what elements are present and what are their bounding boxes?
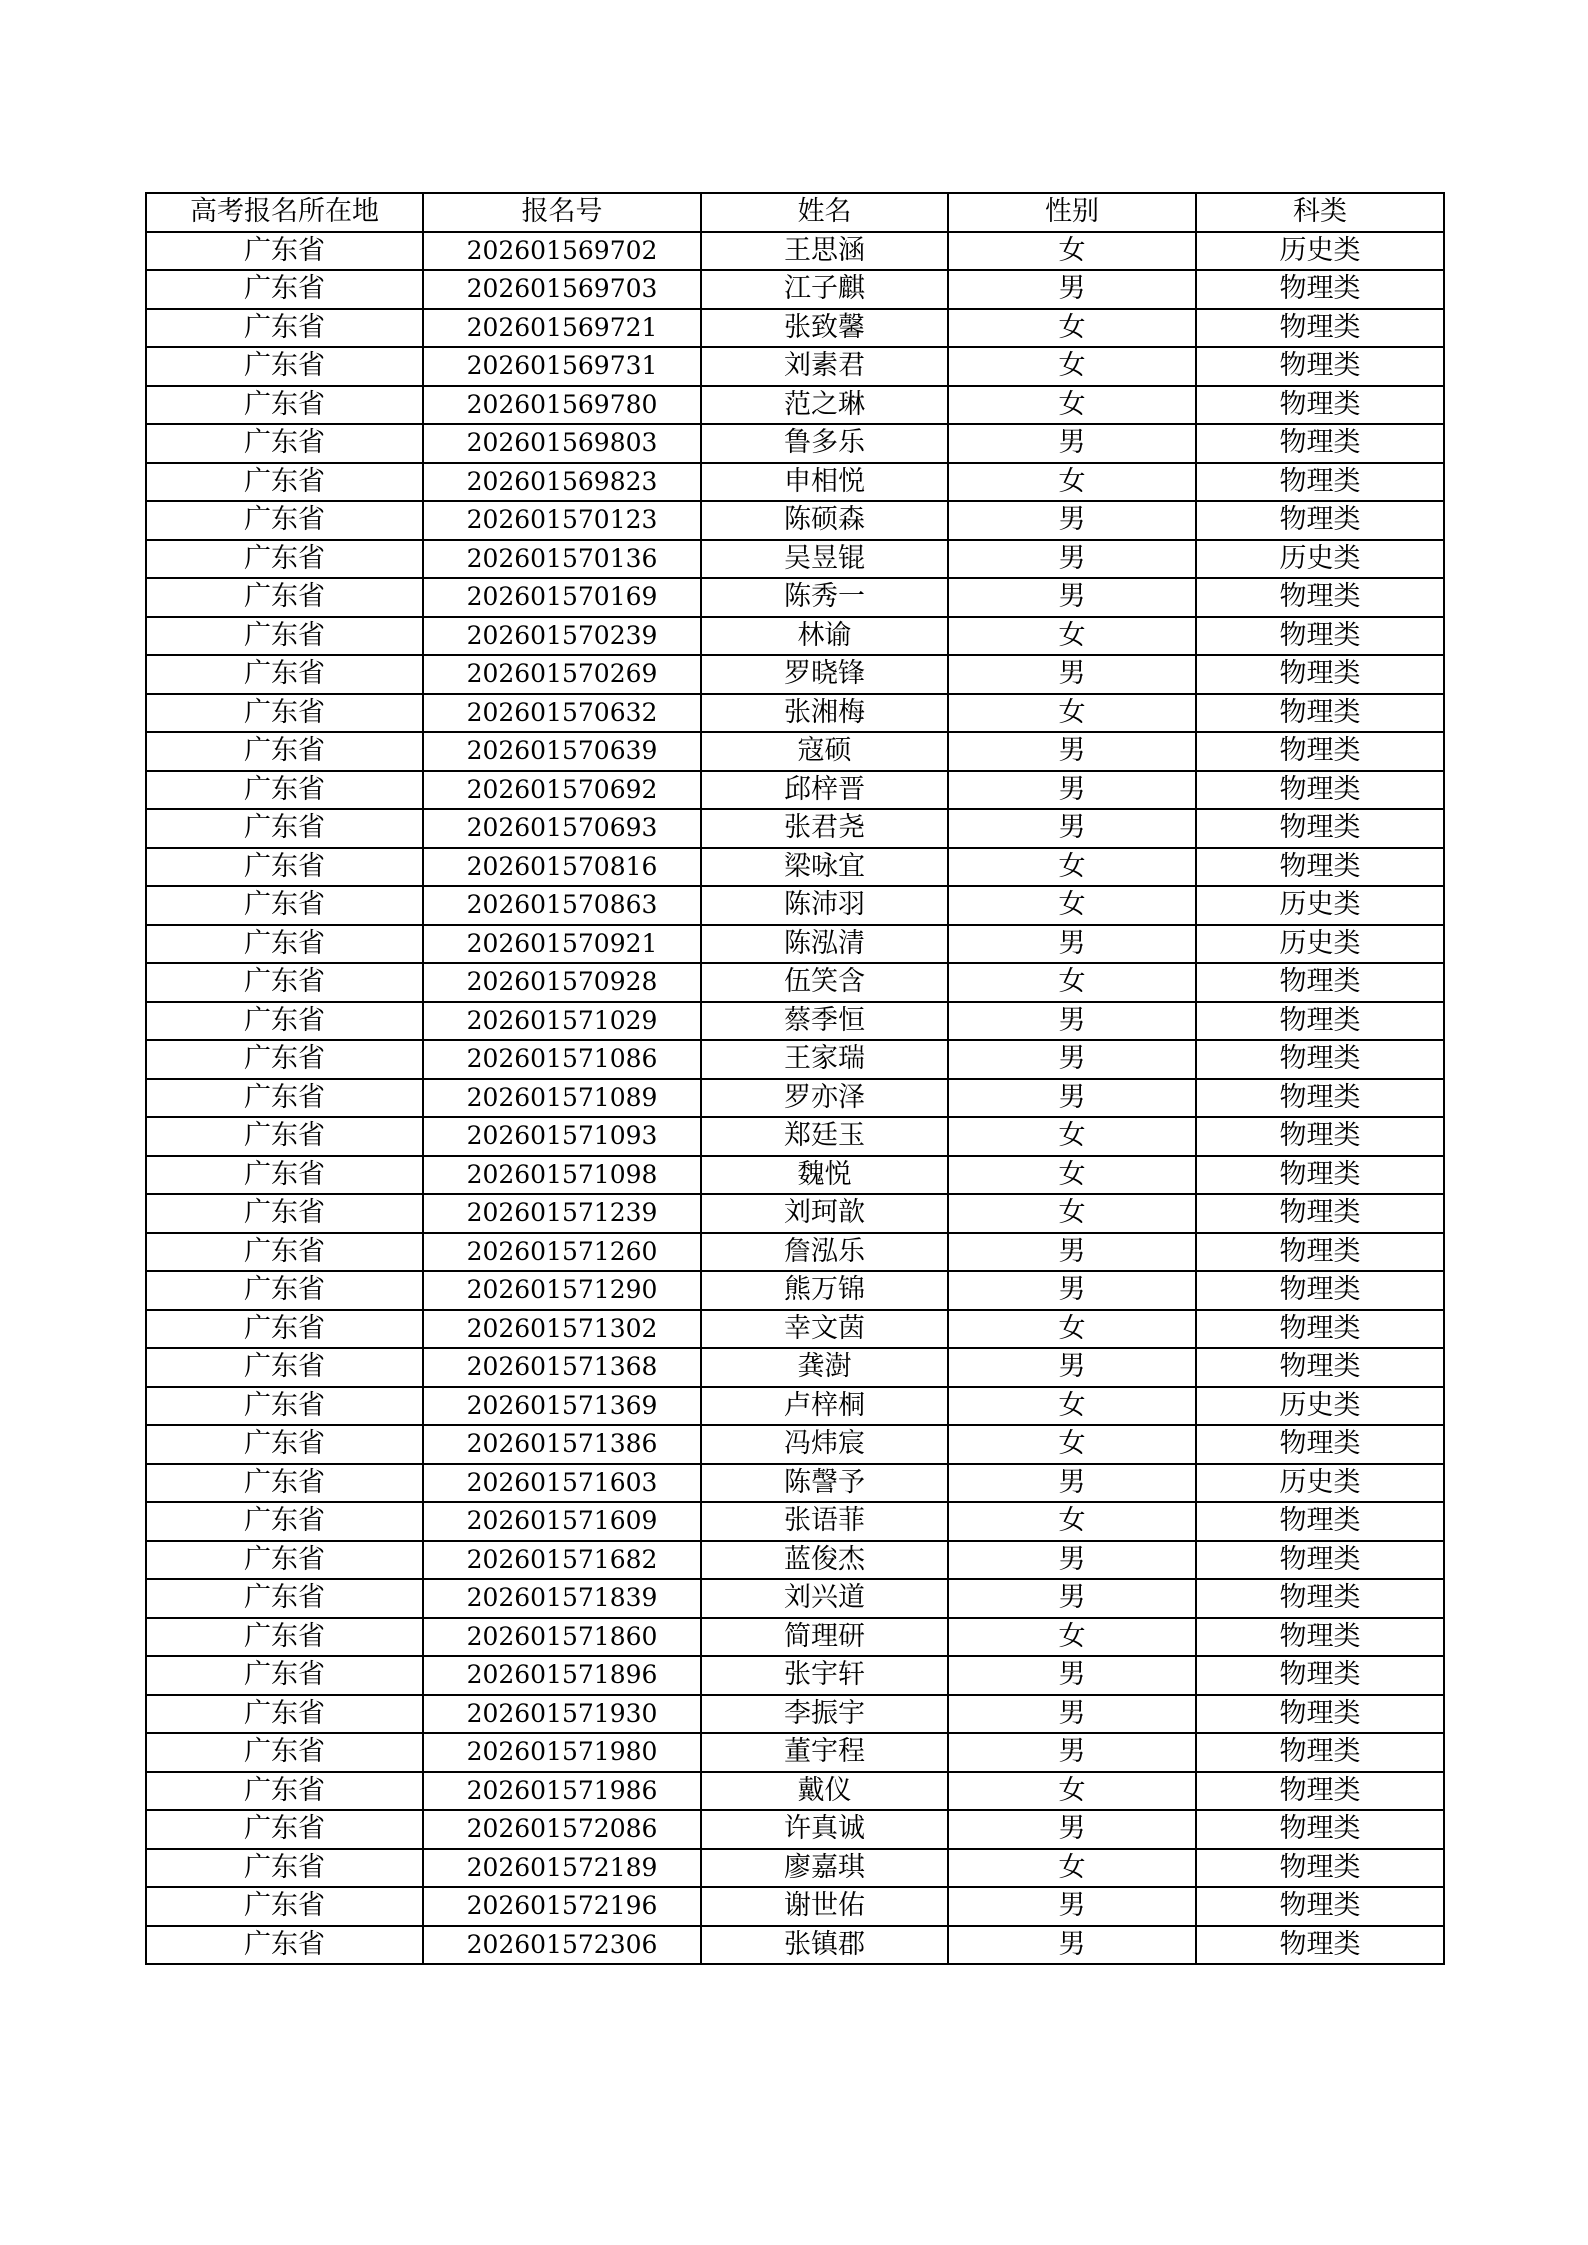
cell-registration-number: 202601571239 [423,1194,701,1233]
cell-location: 广东省 [146,1233,423,1272]
cell-gender: 男 [948,1002,1196,1041]
cell-gender: 女 [948,386,1196,425]
cell-registration-number: 202601571682 [423,1541,701,1580]
cell-gender: 男 [948,1733,1196,1772]
cell-name: 陈秀一 [701,578,948,617]
cell-gender: 男 [948,270,1196,309]
table-row [146,347,1444,386]
cell-registration-number: 202601571369 [423,1387,701,1426]
cell-subject-category: 历史类 [1196,540,1444,579]
cell-registration-number: 202601571896 [423,1656,701,1695]
cell-gender: 男 [948,1887,1196,1926]
cell-gender: 男 [948,1271,1196,1310]
cell-location: 广东省 [146,1079,423,1118]
header-gender: 性别 [948,193,1196,232]
cell-name: 王家瑞 [701,1040,948,1079]
cell-location: 广东省 [146,886,423,925]
cell-name: 陈泓清 [701,925,948,964]
cell-subject-category: 物理类 [1196,424,1444,463]
cell-name: 简理研 [701,1618,948,1657]
table-row [146,1772,1444,1811]
cell-name: 江子麒 [701,270,948,309]
cell-subject-category: 物理类 [1196,848,1444,887]
cell-location: 广东省 [146,1656,423,1695]
cell-registration-number: 202601571860 [423,1618,701,1657]
cell-gender: 男 [948,1040,1196,1079]
cell-name: 张宇轩 [701,1656,948,1695]
cell-location: 广东省 [146,1464,423,1503]
cell-gender: 女 [948,1502,1196,1541]
table-row [146,1310,1444,1349]
cell-gender: 男 [948,809,1196,848]
cell-location: 广东省 [146,309,423,348]
cell-registration-number: 202601569780 [423,386,701,425]
cell-gender: 女 [948,1618,1196,1657]
cell-gender: 女 [948,1194,1196,1233]
cell-registration-number: 202601570921 [423,925,701,964]
cell-name: 申相悦 [701,463,948,502]
cell-gender: 男 [948,424,1196,463]
cell-registration-number: 202601570136 [423,540,701,579]
cell-gender: 女 [948,1117,1196,1156]
cell-location: 广东省 [146,655,423,694]
table-row [146,1387,1444,1426]
table-row [146,1079,1444,1118]
cell-subject-category: 历史类 [1196,232,1444,271]
cell-name: 陈謦予 [701,1464,948,1503]
cell-registration-number: 202601569702 [423,232,701,271]
table-row [146,886,1444,925]
table-row [146,270,1444,309]
cell-name: 梁咏宜 [701,848,948,887]
cell-subject-category: 物理类 [1196,1656,1444,1695]
cell-registration-number: 202601570693 [423,809,701,848]
cell-gender: 女 [948,886,1196,925]
cell-registration-number: 202601570692 [423,771,701,810]
cell-subject-category: 物理类 [1196,1772,1444,1811]
cell-name: 罗亦泽 [701,1079,948,1118]
cell-registration-number: 202601571302 [423,1310,701,1349]
cell-subject-category: 物理类 [1196,1579,1444,1618]
cell-registration-number: 202601571603 [423,1464,701,1503]
cell-location: 广东省 [146,809,423,848]
cell-gender: 男 [948,540,1196,579]
cell-registration-number: 202601570239 [423,617,701,656]
cell-gender: 女 [948,463,1196,502]
cell-name: 刘素君 [701,347,948,386]
cell-location: 广东省 [146,963,423,1002]
cell-registration-number: 202601572196 [423,1887,701,1926]
cell-name: 谢世佑 [701,1887,948,1926]
cell-name: 魏悦 [701,1156,948,1195]
cell-registration-number: 202601571093 [423,1117,701,1156]
cell-name: 董宇程 [701,1733,948,1772]
cell-location: 广东省 [146,1002,423,1041]
table-body [146,232,1444,1965]
cell-subject-category: 物理类 [1196,1002,1444,1041]
table-row [146,655,1444,694]
cell-registration-number: 202601571930 [423,1695,701,1734]
cell-gender: 女 [948,1849,1196,1888]
cell-registration-number: 202601570863 [423,886,701,925]
table-row [146,1464,1444,1503]
cell-gender: 男 [948,1656,1196,1695]
cell-location: 广东省 [146,1425,423,1464]
table-row [146,1849,1444,1888]
cell-gender: 男 [948,1464,1196,1503]
cell-subject-category: 物理类 [1196,617,1444,656]
cell-gender: 女 [948,1387,1196,1426]
cell-registration-number: 202601569703 [423,270,701,309]
cell-registration-number: 202601571386 [423,1425,701,1464]
cell-subject-category: 物理类 [1196,578,1444,617]
cell-location: 广东省 [146,463,423,502]
cell-registration-number: 202601571290 [423,1271,701,1310]
header-location: 高考报名所在地 [146,193,423,232]
cell-registration-number: 202601571086 [423,1040,701,1079]
cell-subject-category: 物理类 [1196,1849,1444,1888]
cell-registration-number: 202601570639 [423,732,701,771]
cell-registration-number: 202601572189 [423,1849,701,1888]
cell-name: 张君尧 [701,809,948,848]
cell-gender: 男 [948,655,1196,694]
cell-location: 广东省 [146,732,423,771]
cell-subject-category: 物理类 [1196,463,1444,502]
cell-name: 伍笑含 [701,963,948,1002]
cell-location: 广东省 [146,501,423,540]
cell-name: 冯炜宸 [701,1425,948,1464]
cell-location: 广东省 [146,424,423,463]
cell-subject-category: 物理类 [1196,1810,1444,1849]
cell-name: 张致馨 [701,309,948,348]
cell-location: 广东省 [146,1926,423,1965]
cell-subject-category: 历史类 [1196,1387,1444,1426]
cell-registration-number: 202601571986 [423,1772,701,1811]
cell-registration-number: 202601571029 [423,1002,701,1041]
cell-subject-category: 物理类 [1196,1733,1444,1772]
cell-registration-number: 202601571980 [423,1733,701,1772]
cell-name: 邱梓晋 [701,771,948,810]
header-subject-category: 科类 [1196,193,1444,232]
cell-location: 广东省 [146,386,423,425]
cell-gender: 男 [948,1926,1196,1965]
cell-subject-category: 物理类 [1196,1194,1444,1233]
cell-name: 郑廷玉 [701,1117,948,1156]
cell-name: 蓝俊杰 [701,1541,948,1580]
table-row [146,501,1444,540]
cell-registration-number: 202601571609 [423,1502,701,1541]
cell-location: 广东省 [146,1772,423,1811]
cell-name: 吴昱锟 [701,540,948,579]
cell-location: 广东省 [146,578,423,617]
table-row [146,386,1444,425]
cell-subject-category: 历史类 [1196,925,1444,964]
header-name: 姓名 [701,193,948,232]
cell-gender: 男 [948,1541,1196,1580]
table-row [146,1887,1444,1926]
cell-name: 范之琳 [701,386,948,425]
cell-subject-category: 物理类 [1196,1271,1444,1310]
cell-location: 广东省 [146,1887,423,1926]
cell-gender: 男 [948,732,1196,771]
cell-name: 李振宇 [701,1695,948,1734]
cell-location: 广东省 [146,925,423,964]
cell-location: 广东省 [146,1387,423,1426]
cell-location: 广东省 [146,347,423,386]
cell-gender: 女 [948,1310,1196,1349]
cell-gender: 男 [948,1348,1196,1387]
cell-subject-category: 物理类 [1196,270,1444,309]
table-row [146,232,1444,271]
cell-location: 广东省 [146,1579,423,1618]
cell-subject-category: 物理类 [1196,694,1444,733]
cell-registration-number: 202601570632 [423,694,701,733]
table-row [146,1040,1444,1079]
table-row [146,1618,1444,1657]
cell-name: 幸文茵 [701,1310,948,1349]
cell-gender: 男 [948,501,1196,540]
cell-gender: 男 [948,1810,1196,1849]
cell-gender: 男 [948,1695,1196,1734]
cell-location: 广东省 [146,1502,423,1541]
cell-gender: 女 [948,617,1196,656]
cell-location: 广东省 [146,1194,423,1233]
table-row [146,1541,1444,1580]
cell-location: 广东省 [146,1849,423,1888]
cell-gender: 男 [948,1579,1196,1618]
cell-registration-number: 202601570816 [423,848,701,887]
cell-location: 广东省 [146,694,423,733]
cell-subject-category: 物理类 [1196,1502,1444,1541]
cell-location: 广东省 [146,1541,423,1580]
cell-name: 林谕 [701,617,948,656]
cell-name: 刘兴道 [701,1579,948,1618]
cell-subject-category: 物理类 [1196,963,1444,1002]
cell-gender: 女 [948,347,1196,386]
table-row [146,1271,1444,1310]
cell-location: 广东省 [146,1733,423,1772]
cell-location: 广东省 [146,1810,423,1849]
table-row [146,578,1444,617]
cell-registration-number: 202601570123 [423,501,701,540]
cell-subject-category: 物理类 [1196,1079,1444,1118]
cell-location: 广东省 [146,232,423,271]
cell-subject-category: 物理类 [1196,809,1444,848]
document-page [145,192,1443,1965]
table-row [146,809,1444,848]
cell-subject-category: 物理类 [1196,655,1444,694]
cell-subject-category: 物理类 [1196,1887,1444,1926]
cell-location: 广东省 [146,1695,423,1734]
cell-location: 广东省 [146,1156,423,1195]
cell-gender: 女 [948,694,1196,733]
cell-subject-category: 历史类 [1196,886,1444,925]
table-row [146,1733,1444,1772]
cell-location: 广东省 [146,1040,423,1079]
cell-subject-category: 物理类 [1196,1233,1444,1272]
table-row [146,424,1444,463]
cell-subject-category: 物理类 [1196,1156,1444,1195]
table-row [146,1425,1444,1464]
cell-subject-category: 物理类 [1196,386,1444,425]
table-row [146,1926,1444,1965]
cell-subject-category: 物理类 [1196,1926,1444,1965]
table-row [146,1695,1444,1734]
cell-name: 许真诚 [701,1810,948,1849]
cell-subject-category: 物理类 [1196,1425,1444,1464]
cell-gender: 男 [948,925,1196,964]
cell-subject-category: 物理类 [1196,1040,1444,1079]
table-row [146,1156,1444,1195]
cell-subject-category: 物理类 [1196,1348,1444,1387]
cell-subject-category: 物理类 [1196,1117,1444,1156]
cell-gender: 女 [948,1156,1196,1195]
cell-location: 广东省 [146,1117,423,1156]
cell-location: 广东省 [146,1271,423,1310]
cell-location: 广东省 [146,848,423,887]
table-row [146,1117,1444,1156]
cell-location: 广东省 [146,1310,423,1349]
cell-registration-number: 202601570928 [423,963,701,1002]
table-row [146,694,1444,733]
cell-registration-number: 202601570269 [423,655,701,694]
cell-gender: 女 [948,1425,1196,1464]
table-row [146,540,1444,579]
header-registration-number: 报名号 [423,193,701,232]
cell-name: 戴仪 [701,1772,948,1811]
table-row [146,848,1444,887]
cell-registration-number: 202601571368 [423,1348,701,1387]
table-row [146,1579,1444,1618]
admission-list-table [145,192,1445,1965]
cell-name: 龚澍 [701,1348,948,1387]
cell-name: 卢梓桐 [701,1387,948,1426]
cell-registration-number: 202601571260 [423,1233,701,1272]
cell-registration-number: 202601571098 [423,1156,701,1195]
cell-location: 广东省 [146,270,423,309]
cell-subject-category: 物理类 [1196,1618,1444,1657]
cell-gender: 男 [948,578,1196,617]
cell-registration-number: 202601569721 [423,309,701,348]
cell-registration-number: 202601569731 [423,347,701,386]
cell-location: 广东省 [146,540,423,579]
table-row [146,1502,1444,1541]
cell-name: 王思涵 [701,232,948,271]
cell-subject-category: 物理类 [1196,501,1444,540]
table-row [146,732,1444,771]
cell-registration-number: 202601569823 [423,463,701,502]
table-row [146,1810,1444,1849]
table-row [146,1233,1444,1272]
cell-registration-number: 202601570169 [423,578,701,617]
cell-subject-category: 物理类 [1196,1310,1444,1349]
table-row [146,1002,1444,1041]
table-row [146,925,1444,964]
cell-name: 寇硕 [701,732,948,771]
cell-subject-category: 物理类 [1196,1541,1444,1580]
cell-subject-category: 物理类 [1196,347,1444,386]
cell-name: 刘珂歆 [701,1194,948,1233]
cell-name: 张镇郡 [701,1926,948,1965]
cell-gender: 女 [948,1772,1196,1811]
cell-gender: 男 [948,771,1196,810]
cell-name: 张语菲 [701,1502,948,1541]
table-row [146,963,1444,1002]
cell-name: 陈硕森 [701,501,948,540]
cell-registration-number: 202601571839 [423,1579,701,1618]
cell-gender: 女 [948,232,1196,271]
table-row [146,1656,1444,1695]
cell-registration-number: 202601572306 [423,1926,701,1965]
cell-name: 张湘梅 [701,694,948,733]
cell-gender: 女 [948,848,1196,887]
cell-registration-number: 202601572086 [423,1810,701,1849]
cell-name: 罗晓锋 [701,655,948,694]
cell-gender: 男 [948,1079,1196,1118]
cell-name: 詹泓乐 [701,1233,948,1272]
cell-subject-category: 物理类 [1196,1695,1444,1734]
table-row [146,1348,1444,1387]
cell-name: 熊万锦 [701,1271,948,1310]
cell-registration-number: 202601571089 [423,1079,701,1118]
cell-location: 广东省 [146,617,423,656]
cell-subject-category: 历史类 [1196,1464,1444,1503]
cell-subject-category: 物理类 [1196,732,1444,771]
cell-subject-category: 物理类 [1196,309,1444,348]
table-row [146,617,1444,656]
cell-gender: 女 [948,963,1196,1002]
cell-name: 廖嘉琪 [701,1849,948,1888]
cell-subject-category: 物理类 [1196,771,1444,810]
cell-location: 广东省 [146,1348,423,1387]
cell-gender: 女 [948,309,1196,348]
cell-location: 广东省 [146,771,423,810]
table-row [146,1194,1444,1233]
table-header-row [146,193,1444,232]
table-row [146,309,1444,348]
cell-location: 广东省 [146,1618,423,1657]
cell-gender: 男 [948,1233,1196,1272]
cell-name: 鲁多乐 [701,424,948,463]
cell-name: 蔡季恒 [701,1002,948,1041]
table-row [146,771,1444,810]
table-row [146,463,1444,502]
cell-registration-number: 202601569803 [423,424,701,463]
cell-name: 陈沛羽 [701,886,948,925]
